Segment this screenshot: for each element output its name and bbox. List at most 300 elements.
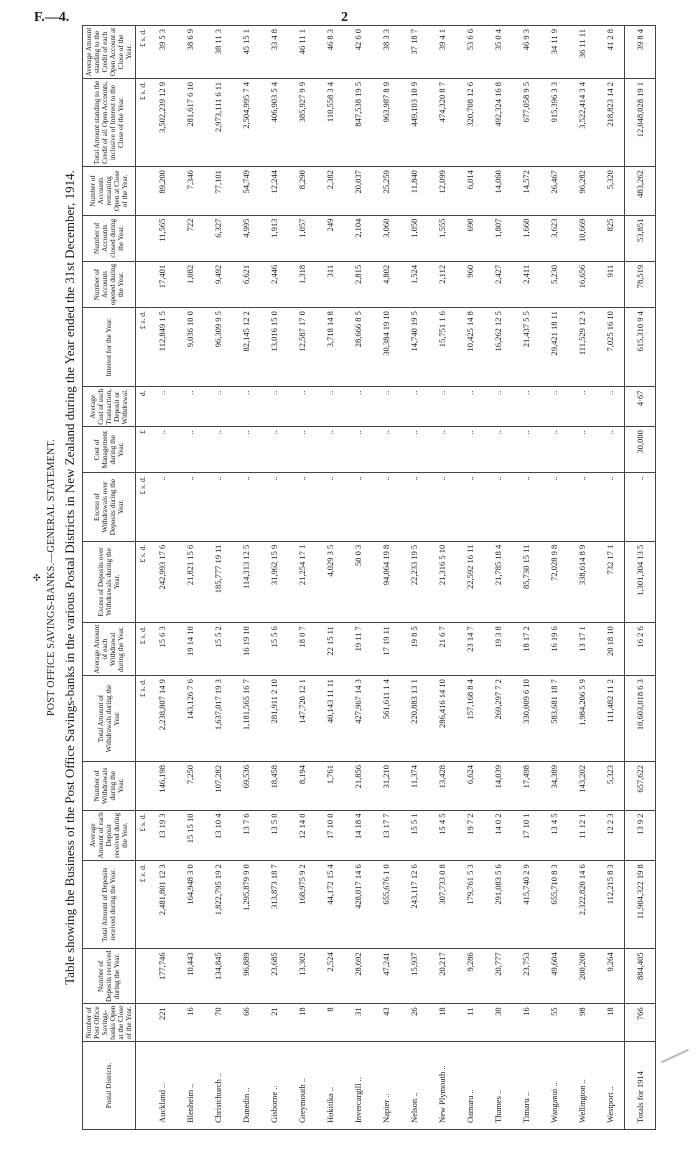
table-cell: .. — [148, 427, 176, 473]
table-cell: 2,411 — [512, 261, 540, 307]
table-cell: .. — [568, 473, 596, 541]
table-cell: 1,524 — [400, 261, 428, 307]
unit-cell: £ s. d. — [136, 861, 149, 949]
total-cell: .. — [625, 473, 656, 541]
table-cell: 20,777 — [484, 949, 512, 1004]
table-cell: 313,873 18 7 — [260, 861, 288, 949]
table-cell: 330,009 6 10 — [512, 676, 540, 762]
table-cell: 3,502,239 12 9 — [148, 79, 176, 167]
column-header-row — [83, 26, 136, 1130]
table-cell: 38 6 9 — [176, 26, 204, 79]
table-cell: .. — [204, 427, 232, 473]
table-cell: 220,883 13 1 — [400, 676, 428, 762]
table-cell: 18 17 2 — [512, 623, 540, 676]
table-cell: .. — [456, 387, 484, 427]
table-cell: 12,244 — [260, 167, 288, 215]
table-row — [400, 26, 428, 1130]
table-cell: 13,428 — [428, 762, 456, 810]
table-cell: 146,198 — [148, 762, 176, 810]
table-cell: .. — [316, 473, 344, 541]
total-cell: 53,851 — [625, 215, 656, 261]
statement-page — [30, 25, 670, 1130]
table-cell: 243,117 12 6 — [400, 861, 428, 949]
table-cell: 14 18 4 — [344, 810, 372, 861]
table-row — [344, 26, 372, 1130]
table-cell: 70 — [204, 1004, 232, 1041]
table-cell: .. — [596, 427, 625, 473]
table-cell: 415,740 2 9 — [512, 861, 540, 949]
table-cell: 1,913 — [260, 215, 288, 261]
table-cell: 96,309 9 5 — [204, 308, 232, 387]
table-cell: 269,297 7 2 — [484, 676, 512, 762]
table-cell: 43 — [372, 1004, 400, 1041]
table-row — [512, 26, 540, 1130]
district-name: Wellington .. — [568, 1041, 596, 1129]
table-cell: 44,172 15 4 — [316, 861, 344, 949]
table-caption: Table showing the Business of the Post Office Savings-banks in the various Postal Districts in New Zealand during the Year ended the 31st December, 1914. — [62, 170, 77, 985]
statement-heading: POST OFFICE SAVINGS-BANKS.—GENERAL STATEMENT. — [46, 438, 57, 717]
table-cell: 2,524 — [316, 949, 344, 1004]
district-name: Napier .. — [372, 1041, 400, 1129]
unit-cell: £ s. d. — [136, 810, 149, 861]
table-body — [136, 26, 656, 1130]
table-cell: 177,746 — [148, 949, 176, 1004]
table-cell: .. — [540, 387, 568, 427]
table-cell: 20,217 — [428, 949, 456, 1004]
table-cell: 8,194 — [288, 762, 316, 810]
table-cell: 28,666 8 5 — [344, 308, 372, 387]
table-cell: 12,587 17 0 — [288, 308, 316, 387]
table-cell: .. — [512, 427, 540, 473]
table-cell: 55 — [540, 1004, 568, 1041]
table-row — [484, 26, 512, 1130]
unit-cell: £ s. d. — [136, 473, 149, 541]
table-cell: .. — [484, 427, 512, 473]
table-cell: 428,017 14 6 — [344, 861, 372, 949]
table-cell: 2,973,111 6 11 — [204, 79, 232, 167]
table-cell: 6,621 — [232, 261, 260, 307]
table-cell: .. — [260, 473, 288, 541]
table-cell: 13 10 4 — [204, 810, 232, 861]
unit-cell — [136, 762, 149, 810]
table-cell: .. — [568, 387, 596, 427]
table-cell: .. — [400, 473, 428, 541]
table-cell: .. — [344, 473, 372, 541]
table-cell: 7,025 16 10 — [596, 308, 625, 387]
table-cell: 23,685 — [260, 949, 288, 1004]
table-cell: 14,060 — [484, 167, 512, 215]
table-cell: 30 — [484, 1004, 512, 1041]
table-cell: 427,967 14 3 — [344, 676, 372, 762]
table-cell: 2,427 — [484, 261, 512, 307]
table-cell: 12 14 0 — [288, 810, 316, 861]
table-cell: 15 5 1 — [400, 810, 428, 861]
table-cell: 1,637,017 19 3 — [204, 676, 232, 762]
table-cell: 2,104 — [344, 215, 372, 261]
table-cell: 72,028 9 8 — [540, 541, 568, 623]
table-cell: 18,458 — [260, 762, 288, 810]
column-header: Interest for the Year. — [83, 308, 136, 387]
table-cell: 147,720 12 1 — [288, 676, 316, 762]
table-cell: .. — [232, 427, 260, 473]
district-name: Gisborne .. — [260, 1041, 288, 1129]
table-cell: .. — [484, 473, 512, 541]
table-cell: 19 3 8 — [484, 623, 512, 676]
total-cell: 483,262 — [625, 167, 656, 215]
table-cell: 911 — [596, 261, 625, 307]
table-cell: 13 4 5 — [540, 810, 568, 861]
table-cell: 53 6 6 — [456, 26, 484, 79]
table-cell: 46 9 3 — [512, 26, 540, 79]
table-cell: 4,029 3 5 — [316, 541, 344, 623]
page-code: F.—4. — [34, 10, 70, 25]
table-cell: 11 12 1 — [568, 810, 596, 861]
table-cell: 10,443 — [176, 949, 204, 1004]
table-cell: 655,676 1 0 — [372, 861, 400, 949]
column-header: Number of Post Office Savings-banks Open at the Close of the Year. — [83, 1004, 136, 1041]
table-cell: 157,168 8 4 — [456, 676, 484, 762]
district-name: Wanganui .. — [540, 1041, 568, 1129]
table-cell: 281,617 6 10 — [176, 79, 204, 167]
table-cell: 13 17 1 — [568, 623, 596, 676]
table-cell: 320,708 12 6 — [456, 79, 484, 167]
units-row — [136, 26, 149, 1130]
table-row — [428, 26, 456, 1130]
table-cell: .. — [204, 473, 232, 541]
table-cell: 18 — [288, 1004, 316, 1041]
table-cell: 2,238,807 14 9 — [148, 676, 176, 762]
total-cell: 30,000 — [625, 427, 656, 473]
table-row — [372, 26, 400, 1130]
table-cell: 30,384 19 10 — [372, 308, 400, 387]
table-cell: 85,730 15 11 — [512, 541, 540, 623]
table-cell: 385,927 9 9 — [288, 79, 316, 167]
table-cell: 41 2 8 — [596, 26, 625, 79]
table-cell: 677,058 9 5 — [512, 79, 540, 167]
table-cell: 7,346 — [176, 167, 204, 215]
table-cell: 286,416 14 10 — [428, 676, 456, 762]
table-cell: 1,807 — [484, 215, 512, 261]
unit-cell — [136, 1004, 149, 1041]
table-cell: 15 5 6 — [260, 623, 288, 676]
table-cell: .. — [428, 387, 456, 427]
table-cell: 25,259 — [372, 167, 400, 215]
table-cell: .. — [176, 427, 204, 473]
table-cell: 98 — [568, 1004, 596, 1041]
table-cell: 218,823 14 2 — [596, 79, 625, 167]
table-cell: 847,538 19 5 — [344, 79, 372, 167]
table-cell: 38 3 3 — [372, 26, 400, 79]
table-cell: 96,282 — [568, 167, 596, 215]
table-cell: 39 4 1 — [428, 26, 456, 79]
table-cell: 3,060 — [372, 215, 400, 261]
table-cell: 14,740 19 5 — [400, 308, 428, 387]
district-name: Hokitika .. — [316, 1041, 344, 1129]
table-cell: 46 8 3 — [316, 26, 344, 79]
table-cell: 168,975 9 2 — [288, 861, 316, 949]
table-cell: 13 17 7 — [372, 810, 400, 861]
table-cell: 13 19 3 — [148, 810, 176, 861]
table-cell: 35 0 4 — [484, 26, 512, 79]
table-cell: 31,210 — [372, 762, 400, 810]
table-cell: 10,425 14 8 — [456, 308, 484, 387]
district-name: Dunedin .. — [232, 1041, 260, 1129]
table-cell: 492,324 16 8 — [484, 79, 512, 167]
district-name: Blenheim .. — [176, 1041, 204, 1129]
total-cell: 78,519 — [625, 261, 656, 307]
table-cell: 406,903 5 4 — [260, 79, 288, 167]
table-cell: 9,036 10 0 — [176, 308, 204, 387]
table-cell: 338,614 8 9 — [568, 541, 596, 623]
table-row — [260, 26, 288, 1130]
table-cell: 23 14 7 — [456, 623, 484, 676]
table-cell: 2,815 — [344, 261, 372, 307]
table-row — [148, 26, 176, 1130]
table-cell: 22,592 16 11 — [456, 541, 484, 623]
table-cell: 54,749 — [232, 167, 260, 215]
table-row — [456, 26, 484, 1130]
table-cell: .. — [456, 473, 484, 541]
table-cell: 31,962 15 9 — [260, 541, 288, 623]
table-cell: 36 11 11 — [568, 26, 596, 79]
table-cell: 96,889 — [232, 949, 260, 1004]
table-cell: 2,481,801 12 3 — [148, 861, 176, 949]
table-cell: 6,624 — [456, 762, 484, 810]
table-cell: 18 0 7 — [288, 623, 316, 676]
table-cell: 4,995 — [232, 215, 260, 261]
unit-cell: £ s. d. — [136, 541, 149, 623]
table-cell: 9,492 — [204, 261, 232, 307]
total-cell: 39 8 4 — [625, 26, 656, 79]
table-cell: 40,143 11 11 — [316, 676, 344, 762]
table-cell: .. — [372, 387, 400, 427]
table-cell: 22 15 11 — [316, 623, 344, 676]
district-name: New Plymouth .. — [428, 1041, 456, 1129]
table-cell: 200,200 — [568, 949, 596, 1004]
table-cell: .. — [148, 387, 176, 427]
table-cell: 13,302 — [288, 949, 316, 1004]
table-cell: 29,421 18 11 — [540, 308, 568, 387]
table-cell: 69,536 — [232, 762, 260, 810]
district-name: Nelson .. — [400, 1041, 428, 1129]
total-cell: 884,405 — [625, 949, 656, 1004]
table-cell: .. — [400, 427, 428, 473]
table-cell: 11 — [456, 1004, 484, 1041]
table-cell: .. — [344, 387, 372, 427]
column-header: Number of Deposits received during the Year. — [83, 949, 136, 1004]
table-cell: 22,233 19 5 — [400, 541, 428, 623]
table-cell: .. — [512, 473, 540, 541]
table-cell: 13 7 6 — [232, 810, 260, 861]
table-cell: 143,126 7 6 — [176, 676, 204, 762]
table-cell: 19 11 7 — [344, 623, 372, 676]
table-cell: 50 0 3 — [344, 541, 372, 623]
table-cell: 94,064 19 8 — [372, 541, 400, 623]
table-cell: 1,984,206 5 9 — [568, 676, 596, 762]
table-cell: .. — [232, 473, 260, 541]
table-cell: 66 — [232, 1004, 260, 1041]
column-header: Average Amount standing to the Credit of each Open Account at Close of the Year. — [83, 26, 136, 79]
totals-row — [625, 26, 656, 1130]
table-cell: 45 15 1 — [232, 26, 260, 79]
table-cell: 11,565 — [148, 215, 176, 261]
table-cell: 15 15 10 — [176, 810, 204, 861]
unit-cell: £ s. d. — [136, 308, 149, 387]
column-header: Total Amount of Withdrawals during the Year. — [83, 676, 136, 762]
table-cell: 2,382 — [316, 167, 344, 215]
district-name: Christchurch .. — [204, 1041, 232, 1129]
unit-cell — [136, 167, 149, 215]
table-cell: 28,692 — [344, 949, 372, 1004]
table-cell: 179,761 5 3 — [456, 861, 484, 949]
district-name: Timaru .. — [512, 1041, 540, 1129]
table-cell: 655,710 8 3 — [540, 861, 568, 949]
table-cell: .. — [484, 387, 512, 427]
table-cell: 1,082 — [176, 261, 204, 307]
table-cell: 14,572 — [512, 167, 540, 215]
table-cell: .. — [540, 427, 568, 473]
table-cell: 143,202 — [568, 762, 596, 810]
unit-cell: £ — [136, 427, 149, 473]
table-cell: .. — [596, 473, 625, 541]
table-cell: .. — [428, 473, 456, 541]
table-cell: 963,987 8 9 — [372, 79, 400, 167]
table-cell: .. — [372, 473, 400, 541]
table-cell: .. — [400, 387, 428, 427]
table-cell: 16 19 10 — [232, 623, 260, 676]
table-cell: 13,016 15 0 — [260, 308, 288, 387]
table-cell: 17,401 — [148, 261, 176, 307]
table-cell: .. — [316, 387, 344, 427]
table-cell: 17 10 1 — [512, 810, 540, 861]
table-cell: 3,522,414 3 4 — [568, 79, 596, 167]
table-cell: .. — [176, 387, 204, 427]
table-cell: 7,250 — [176, 762, 204, 810]
table-cell: .. — [232, 387, 260, 427]
total-cell: 11,904,322 19 8 — [625, 861, 656, 949]
table-cell: 185,777 19 11 — [204, 541, 232, 623]
table-row — [540, 26, 568, 1130]
unit-cell: £ s. d. — [136, 623, 149, 676]
table-cell: 1,057 — [288, 215, 316, 261]
unit-cell: d. — [136, 387, 149, 427]
table-cell: 1,822,795 19 2 — [204, 861, 232, 949]
table-cell: .. — [512, 387, 540, 427]
table-cell: 10,669 — [568, 215, 596, 261]
page-number: 2 — [341, 10, 348, 25]
table-cell: .. — [568, 427, 596, 473]
table-cell: 722 — [176, 215, 204, 261]
table-cell: .. — [204, 387, 232, 427]
table-cell: .. — [288, 427, 316, 473]
table-cell: 1,555 — [428, 215, 456, 261]
table-cell: 111,529 12 3 — [568, 308, 596, 387]
table-cell: 1,660 — [512, 215, 540, 261]
table-cell: 23,753 — [512, 949, 540, 1004]
table-cell: 39 5 3 — [148, 26, 176, 79]
table-cell: 47,241 — [372, 949, 400, 1004]
unit-cell — [136, 949, 149, 1004]
table-cell: .. — [260, 387, 288, 427]
column-header: Average Amount of each Deposit received during the Year. — [83, 810, 136, 861]
table-cell: 19 14 10 — [176, 623, 204, 676]
table-cell: 1,050 — [400, 215, 428, 261]
table-cell: 17,498 — [512, 762, 540, 810]
table-cell: 21,254 17 1 — [288, 541, 316, 623]
table-cell: 21,821 15 6 — [176, 541, 204, 623]
district-name: Oamaru .. — [456, 1041, 484, 1129]
table-cell: .. — [428, 427, 456, 473]
table-cell: 38 11 3 — [204, 26, 232, 79]
table-cell: 112,849 1 5 — [148, 308, 176, 387]
table-cell: 34,389 — [540, 762, 568, 810]
table-cell: 77,101 — [204, 167, 232, 215]
table-cell: .. — [344, 427, 372, 473]
table-cell: 89,200 — [148, 167, 176, 215]
table-cell: 164,948 3 0 — [176, 861, 204, 949]
table-cell: .. — [540, 473, 568, 541]
totals-label: Totals for 1914 — [625, 1041, 656, 1129]
table-cell: 26,467 — [540, 167, 568, 215]
unit-cell: £ s. d. — [136, 79, 149, 167]
table-cell: 14 0 2 — [484, 810, 512, 861]
table-cell: 732 17 1 — [596, 541, 625, 623]
total-cell: 766 — [625, 1004, 656, 1041]
table-cell: 1,318 — [288, 261, 316, 307]
district-name: Westport .. — [596, 1041, 625, 1129]
table-cell: 449,103 10 9 — [400, 79, 428, 167]
table-cell: .. — [316, 427, 344, 473]
table-cell: 21,316 5 10 — [428, 541, 456, 623]
district-name: Thames .. — [484, 1041, 512, 1129]
column-header: Postal Districts. — [83, 1041, 136, 1129]
table-cell: 825 — [596, 215, 625, 261]
unit-cell: £ s. d. — [136, 26, 149, 79]
table-row — [288, 26, 316, 1130]
table-cell: 915,396 3 3 — [540, 79, 568, 167]
table-row — [316, 26, 344, 1130]
table-cell: 1,295,879 9 0 — [232, 861, 260, 949]
table-cell: 16,656 — [568, 261, 596, 307]
table-cell: 6,014 — [456, 167, 484, 215]
table-cell: 18 — [596, 1004, 625, 1041]
table-cell: 2,446 — [260, 261, 288, 307]
table-cell: 18 — [428, 1004, 456, 1041]
table-cell: 281,911 2 10 — [260, 676, 288, 762]
column-header: Total Amount standing to the Credit of all Open Accounts, inclusive of Interest to the Close of the Year. — [83, 79, 136, 167]
table-cell: 249 — [316, 215, 344, 261]
unit-cell — [136, 1041, 149, 1129]
column-header: Total Amount of Deposits received during the Year. — [83, 861, 136, 949]
table-cell: 114,313 12 5 — [232, 541, 260, 623]
column-header: Number of Accounts closed during the Year. — [83, 215, 136, 261]
table-cell: 82,145 12 2 — [232, 308, 260, 387]
unit-cell — [136, 215, 149, 261]
table-cell: 15,751 1 6 — [428, 308, 456, 387]
table-cell: 474,320 8 7 — [428, 79, 456, 167]
table-cell: 1,761 — [316, 762, 344, 810]
table-cell: 11,840 — [400, 167, 428, 215]
table-cell: 49,604 — [540, 949, 568, 1004]
table-cell: 5,320 — [596, 167, 625, 215]
table-cell: 291,083 5 6 — [484, 861, 512, 949]
total-cell: 615,310 9 4 — [625, 308, 656, 387]
table-row — [204, 26, 232, 1130]
table-cell: .. — [372, 427, 400, 473]
table-cell: 307,733 0 8 — [428, 861, 456, 949]
table-cell: 16,262 12 5 — [484, 308, 512, 387]
table-cell: .. — [288, 387, 316, 427]
